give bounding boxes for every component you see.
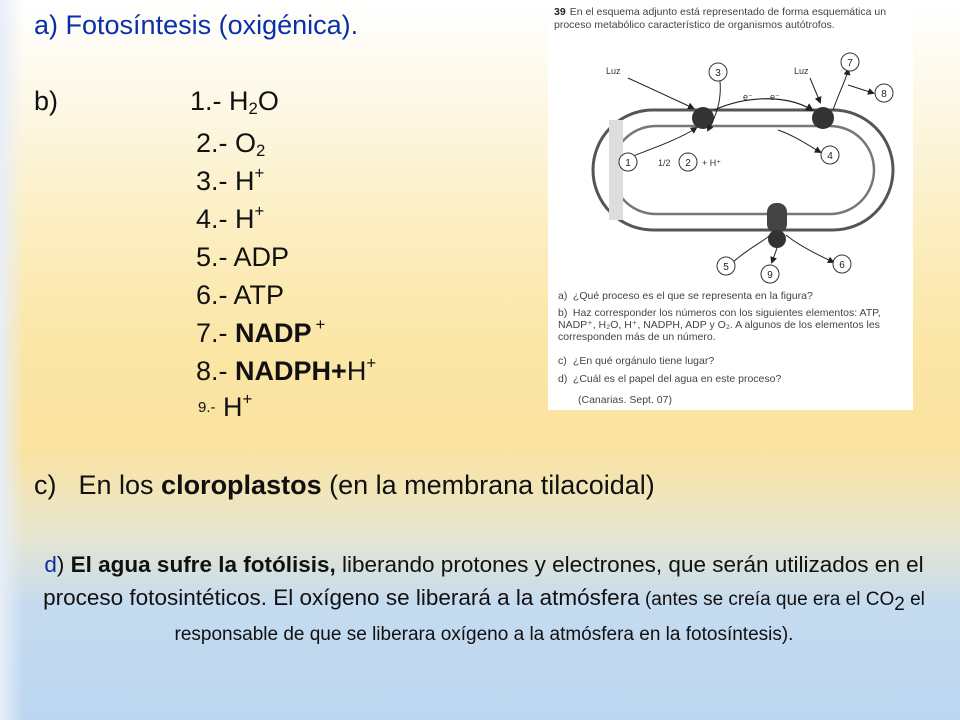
svg-text:5: 5 xyxy=(723,262,729,273)
exercise-source: (Canarias. Sept. 07) xyxy=(578,394,672,406)
answer-d xyxy=(24,548,944,651)
arrow-8 xyxy=(833,70,848,110)
light-arrow-left xyxy=(628,78,693,108)
electron-flow-arrow xyxy=(714,99,812,110)
answer-b-item-number: 4.- xyxy=(196,204,228,234)
answer-d-paren: ) xyxy=(56,552,65,577)
answer-b-item-superscript: + xyxy=(254,201,265,221)
answer-c xyxy=(34,470,655,501)
answer-b-item xyxy=(196,315,326,349)
marker-9 xyxy=(761,265,779,283)
svg-text:7: 7 xyxy=(847,58,853,69)
svg-text:9: 9 xyxy=(767,270,773,281)
answer-b-item-superscript: + xyxy=(242,389,253,409)
exercise-question-text: ¿En qué orgánulo tiene lugar? xyxy=(572,355,715,367)
answer-b-item xyxy=(196,128,265,159)
svg-text:3: 3 xyxy=(715,68,721,79)
answer-b-item-number: 3.- xyxy=(196,166,228,196)
exercise-question-label: c) xyxy=(558,355,567,367)
answer-a-label: a) xyxy=(34,10,59,40)
answer-b-item-number: 2.- xyxy=(196,128,228,158)
exercise-header xyxy=(554,6,904,31)
answer-b-item-bold: NADPH+ xyxy=(235,356,347,386)
light-label-left: Luz xyxy=(606,66,621,76)
answer-b-item xyxy=(196,280,284,311)
answer-b-item xyxy=(196,163,265,197)
marker-3 xyxy=(709,63,727,81)
answer-b-item xyxy=(190,86,279,117)
answer-b-item-subscript: 2 xyxy=(256,141,266,161)
exercise-question xyxy=(558,355,903,367)
svg-text:6: 6 xyxy=(839,260,845,271)
exercise-statement: En el esquema adjunto está representado de forma esquemática un proceso metabólico característico de organismos autótrofos. xyxy=(554,6,887,31)
answer-d-small1: (antes se creía que era el CO xyxy=(639,589,895,610)
answer-b-item-formula: H xyxy=(229,86,249,116)
answer-b-item-number: 7.- xyxy=(196,318,228,348)
answer-b-item xyxy=(196,242,289,273)
answer-b-item-formula: ATP xyxy=(233,280,285,310)
answer-c-text1: En los xyxy=(78,470,162,500)
electron-label-1: e⁻ xyxy=(743,92,753,102)
answer-b-item-formula: H xyxy=(235,204,255,234)
atp-synthase-head xyxy=(768,230,786,248)
marker-1 xyxy=(619,153,637,171)
marker-5 xyxy=(717,257,735,275)
arrow-9 xyxy=(772,248,777,262)
exercise-question-text: Haz corresponder los números con los siguientes elementos: ATP, NADP⁺, H₂O, H⁺, NADPH, ADP y O₂. A algunos de los elementos les corresponden más de un número. xyxy=(558,307,881,343)
svg-text:2: 2 xyxy=(685,158,691,169)
marker-8 xyxy=(875,84,893,102)
answer-b-item xyxy=(196,201,265,235)
exercise-question xyxy=(558,290,903,302)
answer-b-item-formula: H xyxy=(346,356,367,386)
answer-d-small2: el responsable de que se liberara oxígeno a la atmósfera en la fotosíntesis). xyxy=(174,589,925,645)
exercise-image xyxy=(548,0,913,410)
light-label-right: Luz xyxy=(794,66,809,76)
thylakoid-diagram xyxy=(548,40,913,330)
arrow-6 xyxy=(786,235,833,262)
answer-b-item-number: 9.- xyxy=(198,399,216,416)
exercise-question-text: ¿Cuál es el papel del agua en este proceso? xyxy=(572,373,782,385)
marker-2 xyxy=(679,153,697,171)
marker-6 xyxy=(833,255,851,273)
atp-synthase xyxy=(767,203,787,233)
arrow-4 xyxy=(778,130,820,152)
answer-a xyxy=(34,10,358,41)
answer-d-sub: 2 xyxy=(894,593,905,615)
light-arrow-right xyxy=(810,78,820,102)
answer-b-item-formula: H xyxy=(223,392,243,422)
answer-c-text2: (en la membrana tilacoidal) xyxy=(321,470,655,500)
answer-a-text: Fotosíntesis (oxigénica). xyxy=(65,10,359,40)
answer-b-item-formula-end: O xyxy=(257,86,279,116)
membrane-inner xyxy=(612,126,874,214)
answer-b-item-number: 8.- xyxy=(196,356,228,386)
answer-b-item-number: 1.- xyxy=(190,86,222,116)
membrane-outer xyxy=(593,110,893,230)
answer-b-item-superscript: + xyxy=(366,353,377,373)
answer-b-item xyxy=(196,353,377,387)
plus-h-label: + H⁺ xyxy=(702,158,722,168)
svg-text:8: 8 xyxy=(881,89,887,100)
half-label: 1/2 xyxy=(658,158,671,168)
exercise-question-label: a) xyxy=(558,290,568,302)
answer-d-label: d xyxy=(44,552,57,577)
answer-b-item-bold: NADP xyxy=(235,318,312,348)
exercise-question-label: b) xyxy=(558,307,568,319)
answer-b-item-formula: ADP xyxy=(233,242,290,272)
answer-b-item-number: 5.- xyxy=(196,242,228,272)
exercise-question xyxy=(558,307,903,343)
marker-7 xyxy=(841,53,859,71)
arrow-5 xyxy=(733,235,770,262)
svg-text:1: 1 xyxy=(625,158,631,169)
answer-d-text1: liberando protones y electrones, que serán utilizados en el proceso fotosintéticos. El oxígeno se liberará a la atmósfera xyxy=(43,552,924,610)
answer-b-label: b) xyxy=(34,86,59,116)
answer-b-item-superscript: + xyxy=(254,163,265,183)
answer-b-item-superscript: + xyxy=(315,315,326,335)
exercise-question-text: ¿Qué proceso es el que se representa en la figura? xyxy=(572,290,813,302)
exercise-question-label: d) xyxy=(558,373,568,385)
photosystem-right xyxy=(812,107,834,129)
electron-label-2: e⁻ xyxy=(770,92,780,102)
answer-b-item-subscript: 2 xyxy=(248,99,258,119)
left-edge-shade xyxy=(0,0,24,720)
answer-c-label: c) xyxy=(34,470,57,500)
answer-b-item xyxy=(198,389,253,423)
exercise-question xyxy=(558,373,903,385)
answer-b-item-formula: H xyxy=(235,166,255,196)
answer-b-item-formula: O xyxy=(235,128,257,158)
exercise-number: 39 xyxy=(554,6,566,18)
arrow-7-8 xyxy=(848,85,873,93)
answer-b-item-number: 6.- xyxy=(196,280,228,310)
svg-text:4: 4 xyxy=(827,151,833,162)
answer-c-bold: cloroplastos xyxy=(161,470,322,500)
marker-4 xyxy=(821,146,839,164)
answer-d-bold: El agua sufre la fotólisis, xyxy=(64,552,336,577)
